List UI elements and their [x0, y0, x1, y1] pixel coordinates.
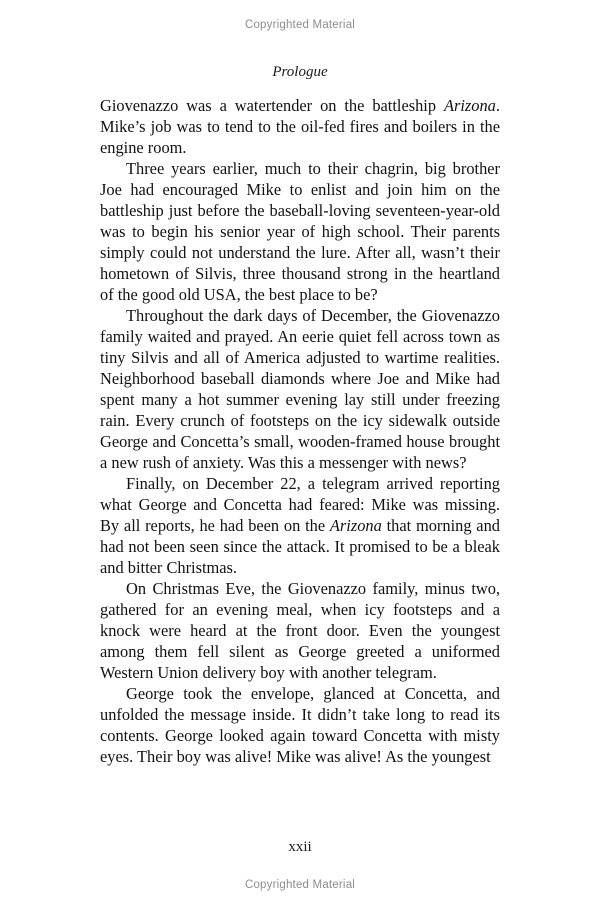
paragraph [100, 305, 500, 473]
text-run: . Mike’s job was to tend to the oil-fed fires and boilers in the engine room. [100, 96, 500, 157]
copyright-notice-bottom: Copyrighted Material [244, 879, 356, 891]
chapter-header: Prologue [272, 64, 328, 80]
page-number: xxii [288, 839, 312, 855]
text-run: On Christmas Eve, the Giovenazzo family, minus two, gathered for an evening meal, when icy footsteps and a knock were heard at the front door. Even the youngest among them fell silent as George greeted a uniformed Western Union delivery boy with another telegram. [100, 579, 500, 682]
paragraph [100, 473, 500, 578]
paragraph [100, 95, 500, 158]
italic-text: Arizona [329, 516, 382, 535]
text-run: Finally, on December 22, a telegram arrived reporting what George and Concetta had feared: Mike was missing. By all reports, he had been on the [100, 474, 500, 535]
text-run: Throughout the dark days of December, the Giovenazzo family waited and prayed. An eerie quiet fell across town as tiny Silvis and all of America adjusted to wartime realities. Neighborhood baseball diamonds where Joe and Mike had spent many a hot summer evening lay still under freezing rain. Every crunch of footsteps on the icy sidewalk outside George and Concetta’s small, wooden-framed house brought a new rush of anxiety. Was this a messenger with news? [100, 306, 500, 472]
text-run: Three years earlier, much to their chagrin, big brother Joe had encouraged Mike to enlist and join him on the battleship just before the baseball-loving seventeen-year-old was to begin his senior year of high school. Their parents simply could not understand the lure. After all, wasn’t their hometown of Silvis, three thousand strong in the heartland of the good old USA, the best place to be? [100, 159, 500, 304]
text-run: Giovenazzo was a watertender on the battleship [100, 96, 444, 115]
copyright-notice-top: Copyrighted Material [244, 19, 356, 31]
paragraph [100, 158, 500, 305]
text-run: that morning and had not been seen since the attack. It promised to be a bleak and bitter Christmas. [100, 516, 500, 577]
paragraph [100, 683, 500, 767]
italic-text: Arizona [443, 96, 496, 115]
text-run: George took the envelope, glanced at Concetta, and unfolded the message inside. It didn’t take long to read its contents. George looked again toward Concetta with misty eyes. Their boy was alive! Mike was alive! As the youngest [100, 684, 500, 766]
body-text [100, 95, 500, 767]
paragraph [100, 578, 500, 683]
